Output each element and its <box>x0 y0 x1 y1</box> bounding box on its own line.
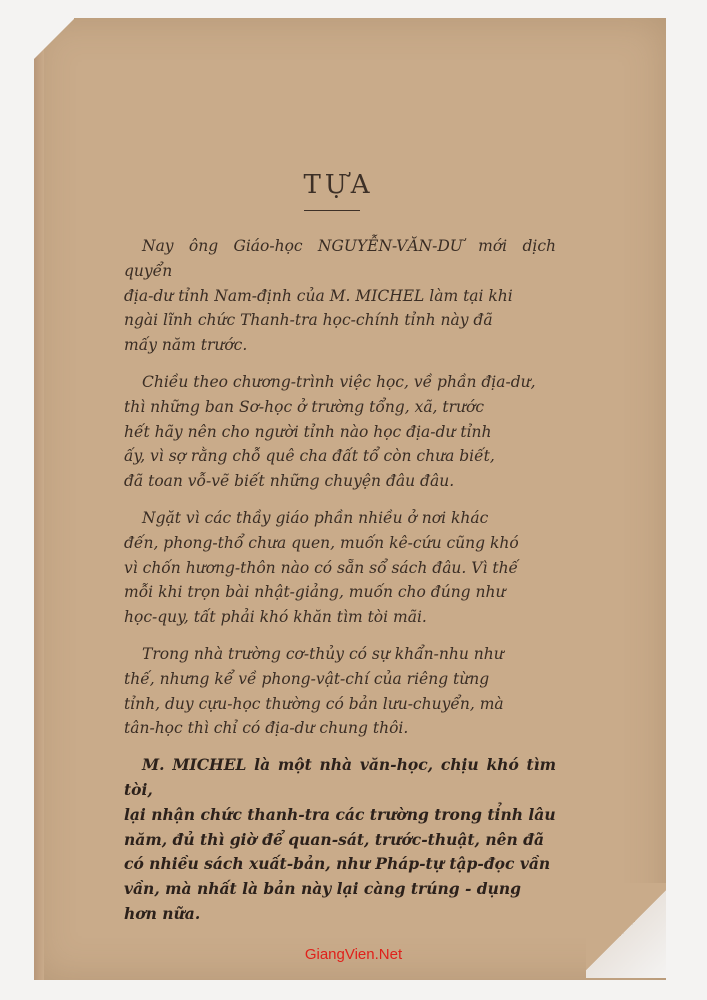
text-line: mấy năm trước. <box>124 336 248 355</box>
text-line: ngài lĩnh chức Thanh-tra học-chính tỉnh này đã <box>124 311 493 330</box>
watermark-link[interactable]: GiangVien.Net <box>304 946 403 963</box>
text-line: hết hãy nên cho người tỉnh nào học địa-dư tỉnh <box>124 422 492 441</box>
text-line: đã toan vỗ-vẽ biết những chuyện đâu đâu. <box>124 472 455 491</box>
text-line: Trong nhà trường cơ-thủy có sự khẩn-nhu như <box>142 644 504 663</box>
text-line: Ngặt vì các thầy giáo phần nhiều ở nơi khác <box>142 508 489 527</box>
text-line: địa-dư tỉnh Nam-định của M. MICHEL làm tại khi <box>124 286 513 305</box>
text-line: tỉnh, duy cựu-học thường có bản lưu-chuyển, mà <box>124 694 504 713</box>
text-line: ấy, vì sợ rằng chỗ quê cha đất tổ còn chưa biết, <box>124 447 495 466</box>
paragraph-3 <box>124 506 556 630</box>
page-spine-edge <box>34 18 44 980</box>
page-title: TỰA <box>303 170 374 200</box>
paragraph-1 <box>124 234 556 358</box>
text-line: có nhiều sách xuất-bản, như Pháp-tự tập-đọc vần <box>124 854 551 874</box>
paragraph-5 <box>124 753 556 927</box>
preface-body <box>124 234 556 927</box>
text-line: Chiều theo chương-trình việc học, về phần địa-dư, <box>142 372 536 391</box>
text-line: tân-học thì chỉ có địa-dư chung thôi. <box>124 719 409 738</box>
title-underline <box>304 210 360 211</box>
text-line: mỗi khi trọn bài nhật-giảng, muốn cho đúng như <box>124 583 506 602</box>
text-line: học-quy, tất phải khó khăn tìm tòi mãi. <box>124 608 427 627</box>
text-line: vần, mà nhất là bản này lại càng trúng - dụng <box>124 879 522 899</box>
text-line: thế, nhưng kể về phong-vật-chí của riêng từng <box>124 669 490 688</box>
torn-corner <box>34 18 74 68</box>
text-line: lại nhận chức thanh-tra các trường trong tỉnh lâu <box>124 804 556 824</box>
paragraph-2 <box>124 370 556 494</box>
folded-corner <box>586 883 666 978</box>
text-line: vì chốn hương-thôn nào có sẵn sổ sách đâu. Vì thế <box>124 558 519 577</box>
text-line: hơn nữa. <box>124 903 201 923</box>
text-line: Nay ông Giáo-học NGUYỄN-VĂN-DƯ mới dịch quyển <box>124 237 556 280</box>
text-line: đến, phong-thổ chưa quen, muốn kê-cứu cũng khó <box>124 533 519 552</box>
text-line: thì những ban Sơ-học ở trường tổng, xã, trước <box>124 397 485 416</box>
text-line: năm, đủ thì giờ để quan-sát, trước-thuật, nên đã <box>124 829 545 849</box>
paragraph-4 <box>124 642 556 741</box>
text-line: M. MICHEL là một nhà văn-học, chịu khó tìm tòi, <box>124 755 556 799</box>
